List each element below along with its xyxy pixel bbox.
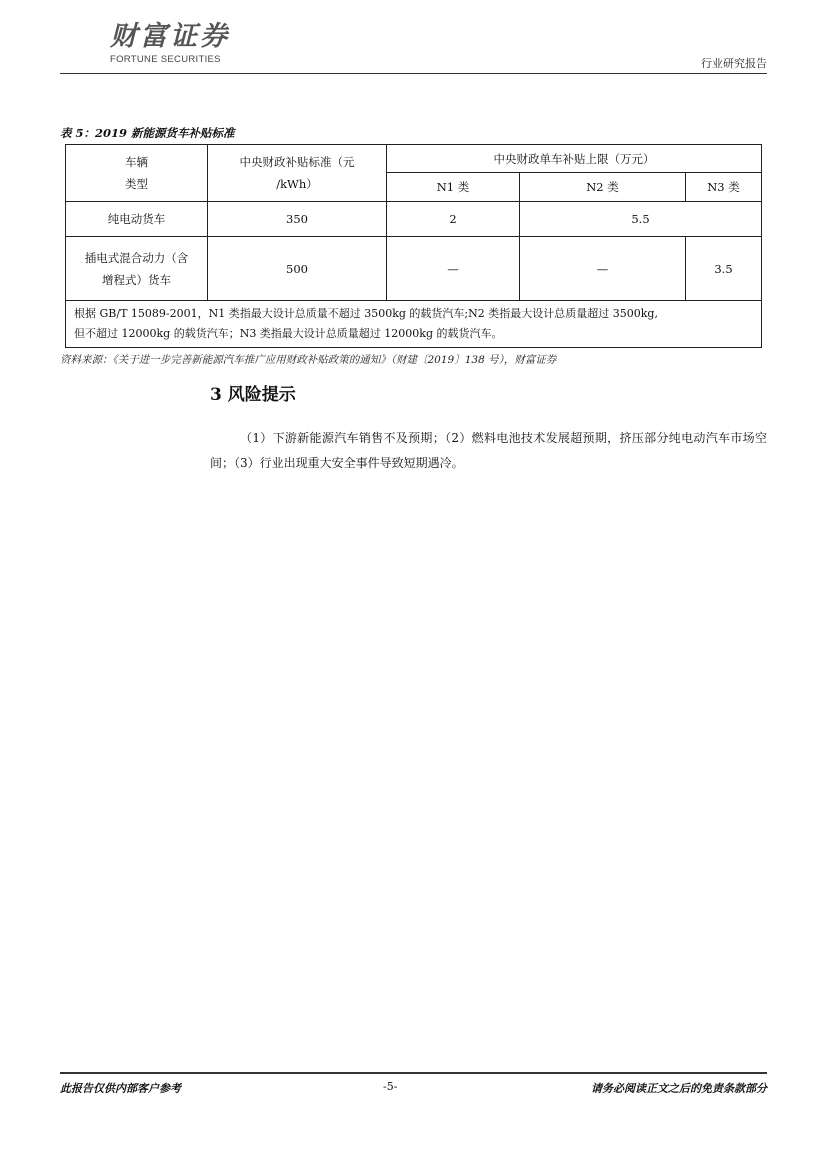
table-source: 资料来源：《关于进一步完善新能源汽车推广应用财政补贴政策的通知》（财建〔2019〕138 号），财富证券 [60, 354, 557, 366]
footer-divider [60, 1072, 767, 1074]
table-note [66, 301, 762, 348]
header-standard [208, 145, 387, 202]
logo-english: FORTUNE SECURITIES [110, 54, 221, 65]
header-divider [60, 73, 767, 74]
page-number: -5- [383, 1080, 398, 1093]
cell-standard: 500 [208, 237, 387, 301]
report-type: 行业研究报告 [701, 57, 767, 70]
header-standard-line1: 中央财政补贴标准（元 [239, 155, 355, 169]
note-row [66, 301, 762, 348]
cell-type-line1: 插电式混合动力（含 [84, 250, 189, 265]
table-row [66, 237, 762, 301]
header-n3: N3 类 [686, 173, 762, 202]
header-vehicle-line1: 车辆 [125, 155, 148, 169]
header-n2: N2 类 [520, 173, 686, 202]
company-logo [110, 22, 250, 65]
header-n1: N1 类 [387, 173, 520, 202]
note-line2: 但不超过 12000kg 的载货汽车；N3 类指最大设计总质量超过 12000kg 的载货汽车。 [74, 327, 503, 340]
risk-paragraph: （1）下游新能源汽车销售不及预期；（2）燃料电池技术发展超预期，挤压部分纯电动汽车市场空间；（3）行业出现重大安全事件导致短期遇冷。 [210, 431, 767, 470]
header-vehicle-type [66, 145, 208, 202]
cell-n1: — [387, 237, 520, 301]
footer-right: 请务必阅读正文之后的免责条款部分 [591, 1082, 767, 1095]
section-title: 3 风险提示 [210, 385, 296, 405]
header-vehicle-line2: 类型 [125, 177, 148, 191]
logo-chinese: 财富证券 [110, 21, 230, 52]
cell-n1: 2 [387, 202, 520, 237]
note-line1: 根据 GB/T 15089-2001，N1 类指最大设计总质量不超过 3500kg 的载货汽车;N2 类指最大设计总质量超过 3500kg, [74, 307, 658, 320]
table-row [66, 202, 762, 237]
cell-type: 纯电动货车 [66, 202, 208, 237]
cell-type-line2: 增程式）货车 [102, 272, 171, 287]
cell-n3: 3.5 [686, 237, 762, 301]
cell-standard: 350 [208, 202, 387, 237]
cell-n2: — [520, 237, 686, 301]
header-cap: 中央财政单车补贴上限（万元） [387, 145, 762, 173]
header-standard-line2: /kWh） [276, 177, 318, 191]
table-title: 表 5：2019 新能源货车补贴标准 [60, 126, 235, 140]
footer-left: 此报告仅供内部客户参考 [60, 1082, 181, 1095]
subsidy-table [65, 144, 762, 348]
cell-type [66, 237, 208, 301]
cell-n2-n3: 5.5 [520, 202, 762, 237]
